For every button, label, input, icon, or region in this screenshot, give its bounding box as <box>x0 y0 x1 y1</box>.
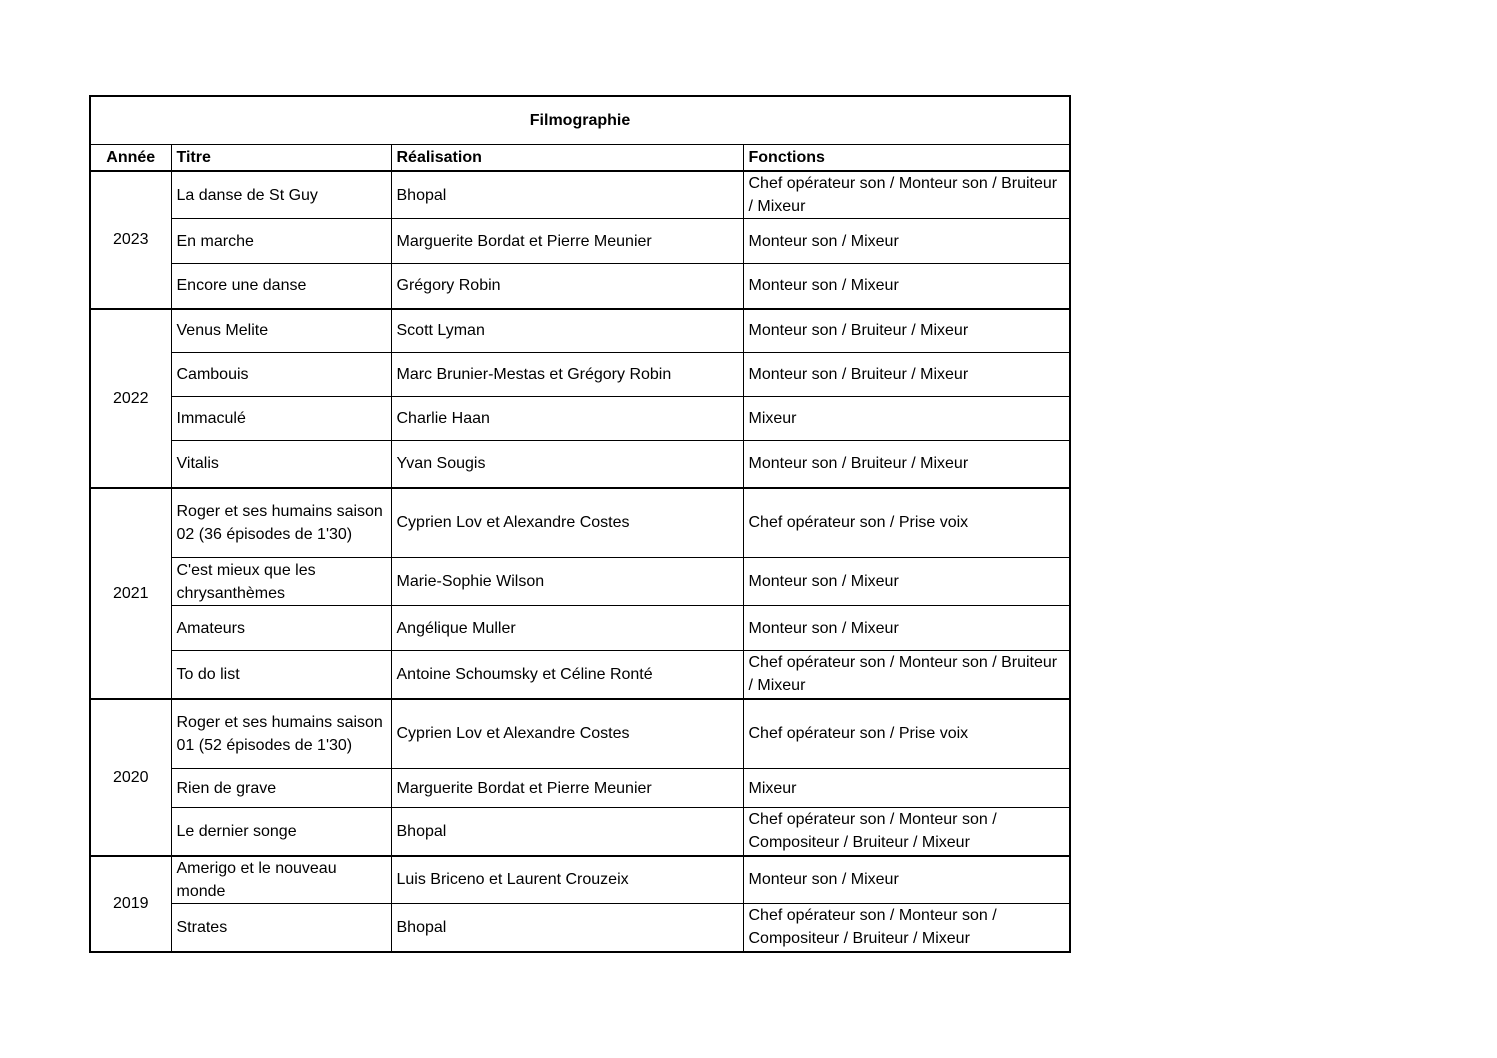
functions-cell: Chef opérateur son / Monteur son / Bruiteur / Mixeur <box>743 651 1070 699</box>
director-cell: Marc Brunier-Mestas et Grégory Robin <box>391 353 743 397</box>
title-cell: Le dernier songe <box>171 808 391 856</box>
functions-cell: Monteur son / Mixeur <box>743 264 1070 309</box>
table-row <box>90 808 1070 856</box>
table-row <box>90 699 1070 769</box>
director-cell: Marie-Sophie Wilson <box>391 558 743 606</box>
director-cell: Charlie Haan <box>391 397 743 441</box>
director-cell: Cyprien Lov et Alexandre Costes <box>391 699 743 769</box>
functions-cell: Monteur son / Mixeur <box>743 606 1070 651</box>
title-cell: Strates <box>171 904 391 952</box>
functions-cell: Mixeur <box>743 769 1070 808</box>
functions-cell: Monteur son / Bruiteur / Mixeur <box>743 353 1070 397</box>
functions-cell: Monteur son / Mixeur <box>743 558 1070 606</box>
director-cell: Bhopal <box>391 808 743 856</box>
table-row <box>90 558 1070 606</box>
table-row <box>90 264 1070 309</box>
title-cell: Roger et ses humains saison 01 (52 épisodes de 1'30) <box>171 699 391 769</box>
title-row <box>90 96 1070 145</box>
table-row <box>90 397 1070 441</box>
title-cell: En marche <box>171 219 391 264</box>
functions-cell: Chef opérateur son / Prise voix <box>743 699 1070 769</box>
title-cell: Cambouis <box>171 353 391 397</box>
table-row <box>90 904 1070 952</box>
header-functions: Fonctions <box>743 145 1070 172</box>
table-row <box>90 769 1070 808</box>
title-cell: To do list <box>171 651 391 699</box>
title-cell: C'est mieux que les chrysanthèmes <box>171 558 391 606</box>
functions-cell: Monteur son / Bruiteur / Mixeur <box>743 441 1070 488</box>
table-row <box>90 353 1070 397</box>
title-cell: Amerigo et le nouveau monde <box>171 856 391 904</box>
title-cell: Rien de grave <box>171 769 391 808</box>
table-row <box>90 488 1070 558</box>
table-row <box>90 219 1070 264</box>
table-row <box>90 856 1070 904</box>
table-row <box>90 606 1070 651</box>
director-cell: Yvan Sougis <box>391 441 743 488</box>
functions-cell: Chef opérateur son / Monteur son / Compositeur / Bruiteur / Mixeur <box>743 904 1070 952</box>
title-cell: Encore une danse <box>171 264 391 309</box>
year-cell: 2020 <box>90 699 171 856</box>
functions-cell: Monteur son / Mixeur <box>743 219 1070 264</box>
header-year: Année <box>90 145 171 172</box>
director-cell: Antoine Schoumsky et Céline Ronté <box>391 651 743 699</box>
director-cell: Bhopal <box>391 904 743 952</box>
table-row <box>90 651 1070 699</box>
header-title: Titre <box>171 145 391 172</box>
functions-cell: Chef opérateur son / Monteur son / Compositeur / Bruiteur / Mixeur <box>743 808 1070 856</box>
title-cell: La danse de St Guy <box>171 171 391 219</box>
table-title: Filmographie <box>90 96 1070 145</box>
director-cell: Marguerite Bordat et Pierre Meunier <box>391 769 743 808</box>
table-row <box>90 171 1070 219</box>
director-cell: Marguerite Bordat et Pierre Meunier <box>391 219 743 264</box>
title-cell: Roger et ses humains saison 02 (36 épisodes de 1'30) <box>171 488 391 558</box>
title-cell: Amateurs <box>171 606 391 651</box>
functions-cell: Mixeur <box>743 397 1070 441</box>
functions-cell: Chef opérateur son / Monteur son / Bruiteur / Mixeur <box>743 171 1070 219</box>
header-director: Réalisation <box>391 145 743 172</box>
title-cell: Venus Melite <box>171 309 391 353</box>
director-cell: Angélique Muller <box>391 606 743 651</box>
header-row <box>90 145 1070 172</box>
director-cell: Scott Lyman <box>391 309 743 353</box>
table-row <box>90 309 1070 353</box>
functions-cell: Monteur son / Mixeur <box>743 856 1070 904</box>
year-cell: 2019 <box>90 856 171 952</box>
filmography-body <box>90 96 1070 952</box>
title-cell: Immaculé <box>171 397 391 441</box>
year-cell: 2023 <box>90 171 171 309</box>
director-cell: Grégory Robin <box>391 264 743 309</box>
director-cell: Luis Briceno et Laurent Crouzeix <box>391 856 743 904</box>
title-cell: Vitalis <box>171 441 391 488</box>
director-cell: Bhopal <box>391 171 743 219</box>
functions-cell: Chef opérateur son / Prise voix <box>743 488 1070 558</box>
director-cell: Cyprien Lov et Alexandre Costes <box>391 488 743 558</box>
functions-cell: Monteur son / Bruiteur / Mixeur <box>743 309 1070 353</box>
filmography-table <box>89 95 1071 953</box>
table-row <box>90 441 1070 488</box>
year-cell: 2021 <box>90 488 171 699</box>
year-cell: 2022 <box>90 309 171 488</box>
